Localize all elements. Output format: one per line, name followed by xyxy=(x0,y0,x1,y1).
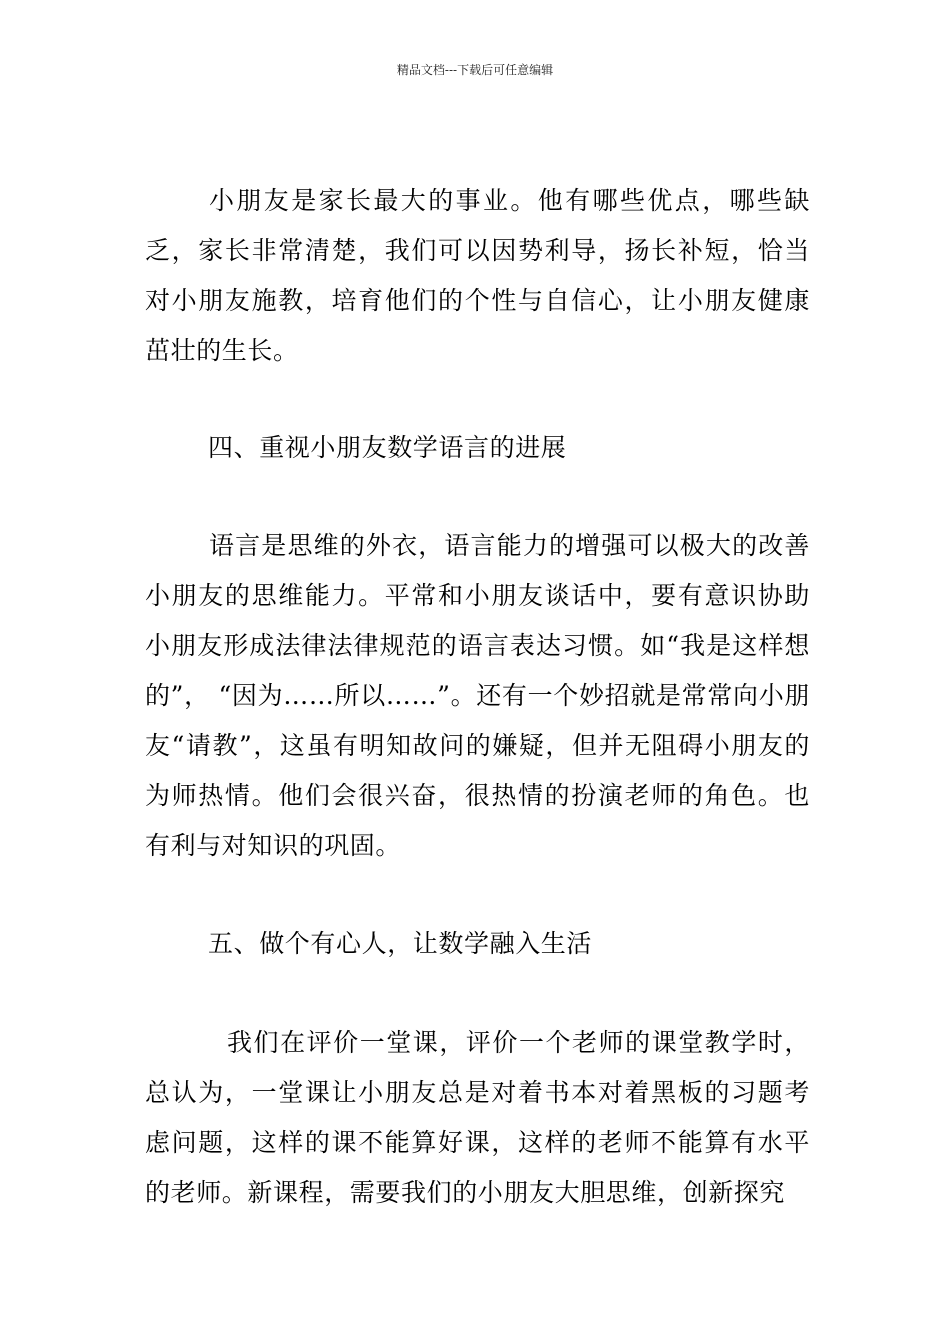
paragraph-parents-role: 小朋友是家长最大的事业。他有哪些优点，哪些缺乏，家长非常清楚，我们可以因势利导，扬长补短，恰当对小朋友施教，培育他们的个性与自信心，让小朋友健康茁壮的生长。 xyxy=(145,186,810,365)
paragraph-math-language: 语言是思维的外衣，语言能力的增强可以极大的改善小朋友的思维能力。平常和小朋友谈话中，要有意识协助小朋友形成法律法律规范的语言表达习惯。如“我是这样想的”， “因为……所以……”。还有一个妙招就是常常向小朋友“请教”，这虽有明知故问的嫌疑，但并无阻碍小朋友的为师热情。他们会很兴奋，很热情的扮演老师的角色。也有利与对知识的巩固。 xyxy=(145,531,810,860)
section-heading-4: 四、重视小朋友数学语言的进展 xyxy=(208,433,567,462)
paragraph-math-life: 我们在评价一堂课，评价一个老师的课堂教学时，总认为，一堂课让小朋友总是对着书本对着黑板的习题考虑问题，这样的课不能算好课，这样的老师不能算有水平的老师。新课程，需要我们的小朋友大胆思维，创新探究 xyxy=(145,1028,810,1207)
section-heading-5: 五、做个有心人，让数学融入生活 xyxy=(208,929,593,958)
page-header: 精品文档---下载后可任意编辑 xyxy=(396,63,554,77)
